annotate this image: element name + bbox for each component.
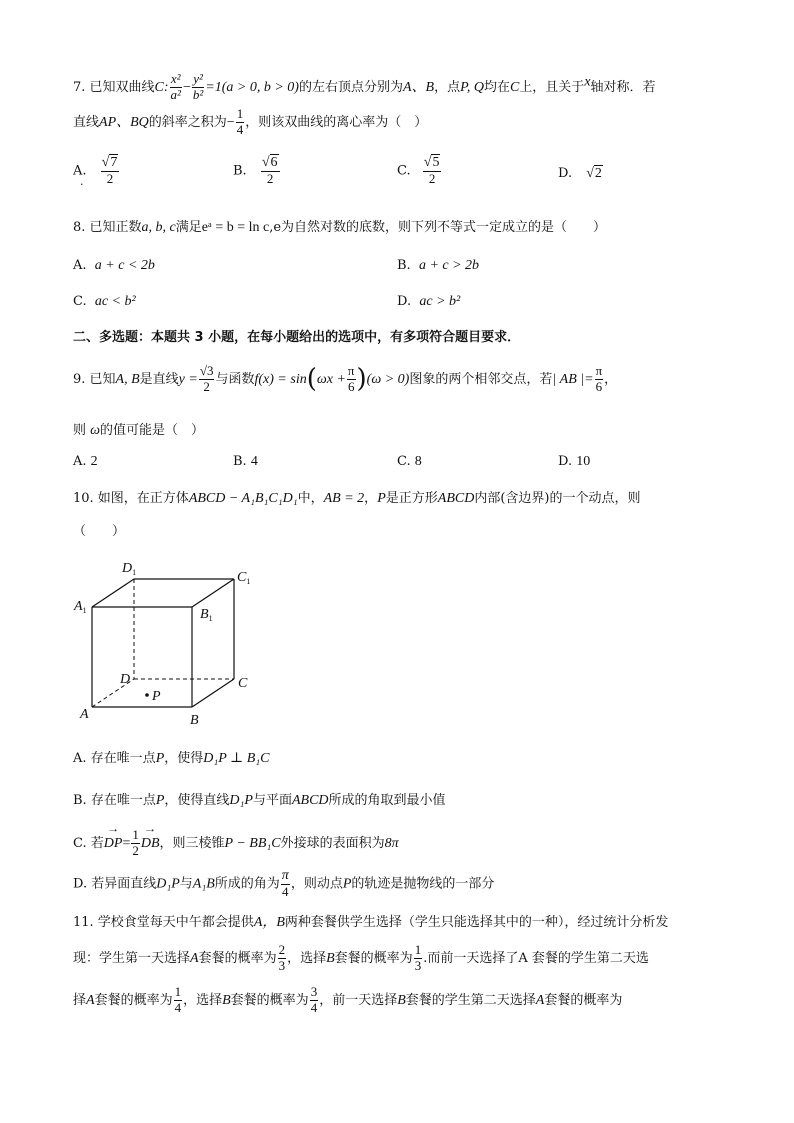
option-label: B. [233,454,247,469]
q9-text: ， [604,371,618,387]
edge-b1c1 [192,579,234,607]
q7-option-b[interactable] [233,155,281,187]
vector-dp: → DP [104,835,123,853]
q11-text: 套餐的概率为 [544,992,623,1008]
label-b1: $B_1$ [200,607,213,623]
option-text: 存在唯一点 [90,793,156,808]
q7-points: P, Q [460,79,484,95]
option-text: 存在唯一点 [90,751,156,766]
paren: ) [356,364,367,394]
section-title: 二、多选题：本题共 3 小题，在每小题给出的选项中，有多项符合题目要求． [73,330,521,345]
option-label: D. [73,876,88,892]
option-pyramid: P − BB₁C [224,835,281,851]
q9-text: 则 [73,423,87,438]
option-plane: ABCD [291,793,329,808]
q11-text: 两种套餐供学生选择（学生只能选择其中的一种），经过统计分析发 [284,915,669,930]
q11-ab: A，B [253,915,285,930]
q9-text: 与函数 [215,371,255,387]
paren: ( [306,364,317,394]
q9-option-a[interactable] [73,453,98,471]
option-text: 所成的角为 [214,876,280,892]
equals: = [122,835,131,851]
q11-a: A [86,992,95,1008]
q11-b: B [397,992,406,1008]
q11-text: ，选择 [287,950,327,966]
q8-option-c[interactable] [73,293,136,311]
q9-text: 的值可能是（ ） [100,423,205,438]
q9-ab: | AB |= [552,371,594,387]
cube-figure [72,556,272,736]
q10-text: 10. 如图，在正方体 [73,491,189,506]
q10-cube: ABCD − A₁B₁C₁D₁ [188,491,298,506]
option-label: B. [397,258,411,273]
option-expr: D₁P [229,793,253,808]
q7-product-sign: − [226,114,235,130]
q9-stem-line2 [73,422,204,440]
label-d: D [120,672,131,687]
option-label: D. [558,166,573,181]
q11-b: B [326,950,335,966]
q9-option-d[interactable] [558,453,590,471]
q11-text: ，选择 [183,992,223,1008]
q11-text: 套餐的学生第二天选择 [405,992,536,1008]
q7-text: ，点 [434,79,461,95]
q7-text: 直线 [73,114,100,130]
pi-over-4-frac: $\frac{\pi}{4}$ [281,868,289,900]
q11-text: ，前一天选择 [319,992,398,1008]
q7-stem-line2 [73,107,427,138]
q8-text: 满足 [175,220,202,235]
q7-lines: AP、BQ [99,114,149,130]
option-area: 8π [384,835,399,851]
q8-stem [73,219,606,237]
q10-square: ABCD [437,491,475,506]
q9-text: 是直线 [139,371,179,387]
option-label: A. [73,751,87,766]
q8-condition: eᵃ = b = ln c [201,220,270,235]
option-label: D. [397,294,412,309]
q9-text: 9. 已知 [73,371,116,387]
q9-omega: ω [90,423,101,438]
option-label: B. [233,163,247,179]
q11-p2-frac: $\frac{1}{3}$ [414,942,422,973]
q10-option-b[interactable] [73,792,446,810]
line-a1b: A₁B [192,876,215,892]
q7-eq-x-frac: $\frac{\text{x²}}{\text{a²}}$ [170,71,181,102]
q11-a: A [190,950,199,966]
vector-db: → DB [141,835,160,853]
q7-product-frac: $\frac{1}{4}$ [236,106,244,137]
q7-text: 轴对称．若 [590,79,656,95]
label-a: A [80,707,89,722]
q11-a: A [535,992,545,1008]
option-label: C. [397,163,411,179]
option-label: A. [73,454,87,469]
option-label: C. [73,294,87,309]
q7-stem-line1 [73,72,656,103]
q11-text: 择 [73,992,87,1008]
q10-stem-line1 [73,490,640,508]
option-text: ，则动点 [290,876,343,892]
q7-text: 上，且关于 [519,79,585,95]
q8-text: 8. 已知正数 [73,220,142,235]
q9-func-cond: (ω > 0) [366,371,410,387]
option-text: ac < b² [94,294,136,309]
q10-edge: AB = 2 [323,491,365,506]
option-text: 所成的角取到最小值 [328,793,446,808]
option-label: B. [73,793,87,808]
q7-text: 均在 [483,79,510,95]
q8-option-d[interactable] [397,293,460,311]
q11-text: 现：学生第一天选择 [73,950,191,966]
q7-option-d-value: √2 [586,166,602,181]
q9-stem-line1 [73,363,617,396]
label-b: B [190,713,199,728]
q7-option-b-value: $\frac{√6}{2}$ [261,155,278,187]
q10-text: ， [364,491,378,506]
option-text: 与 [179,876,193,892]
q9-func: f(x) = sin [254,371,307,387]
q11-p3-frac: $\frac{1}{4}$ [174,984,182,1015]
q7-option-a[interactable] [73,155,120,187]
option-text: ，则三棱锥 [159,835,225,851]
label-a1: $A_1$ [74,599,87,615]
q7-vertices: A、B [402,79,435,95]
q7-text: 的斜率之积为 [148,114,227,130]
q11-line1 [73,914,668,932]
line-d1p: D₁P [156,876,180,892]
q7-eq-y-frac: $\frac{\text{y²}}{\text{b²}}$ [192,71,204,102]
q11-text: .而前一天选择了A 套餐的学生第二天选 [423,950,649,966]
q11-p4-frac: $\frac{3}{4}$ [310,984,318,1015]
q11-line2 [73,943,649,974]
option-text: a + c < 2b [94,258,155,273]
q11-text: 套餐的概率为 [230,992,309,1008]
half-frac: $\frac{1}{2}$ [132,827,139,858]
q9-text: 图象的两个相邻交点，若 [409,371,553,387]
q7-option-c-value: $\frac{√5}{2}$ [423,155,440,187]
q7-text: 7. 已知双曲线 [73,79,155,95]
q8-option-b[interactable] [397,257,479,275]
option-text: ，使得 [164,751,204,766]
q9-func-frac: $\frac{\pi}{6}$ [347,362,355,394]
option-label: A. [73,258,87,273]
q7-curve-name: C: [154,79,169,95]
option-text: 8 [414,454,422,469]
option-text: 外接球的表面积为 [280,835,385,851]
q10-text: 内部(含边界)的一个动点，则 [474,491,641,506]
option-label: C. [73,835,87,851]
q10-option-a[interactable] [73,750,269,768]
option-text: 与平面 [252,793,292,808]
q11-p1-frac: $\frac{2}{3}$ [278,942,286,973]
point-p: P [155,751,165,766]
label-d1: $D_1$ [122,561,137,577]
q9-option-b[interactable] [233,453,258,471]
q8-vars: a, b, c [141,220,176,235]
q9-line-y: y = [178,371,198,387]
q7-option-d[interactable] [558,165,603,183]
q10-text: 中， [297,491,324,506]
q11-text: 套餐的概率为 [334,950,413,966]
option-text: ，使得直线 [164,793,230,808]
q10-stem-line2: （ ） [73,524,126,539]
option-expr: D₁P ⊥ B₁C [203,751,270,766]
option-text: 若异面直线 [91,876,157,892]
q7-option-c[interactable] [397,155,442,187]
option-label: A. [73,163,87,179]
edge-bc [192,679,234,707]
q7-option-a-value: $\frac{√7}{2}$ [101,155,118,187]
q7-eq-tail: =1(a > 0, b > 0) [205,79,299,95]
q8-text: ,e为自然对数的底数，则下列不等式一定成立的是（ ） [269,220,607,235]
q11-b: B [222,992,231,1008]
option-text: 若 [90,835,104,851]
q10-option-d[interactable] [73,868,494,900]
q11-text: 11. 学校食堂每天中午都会提供 [73,915,254,930]
q11-text: 套餐的概率为 [94,992,173,1008]
option-text: 的轨迹是抛物线的一部分 [351,876,495,892]
q7-minus: − [182,79,191,95]
q7-text: ，则该双曲线的离心率为（ ） [245,114,428,130]
q10-point: P [377,491,386,506]
q9-line-frac: $\frac{√3}{2}$ [199,362,214,394]
q9-ab-frac: $\frac{\pi}{6}$ [595,362,603,394]
q8-option-a[interactable] [73,257,155,275]
q7-text: 的左右顶点分别为 [298,79,403,95]
label-p: P [152,689,161,704]
option-label: C. [397,454,411,469]
q7-axis: x [584,74,591,90]
q10-option-c[interactable] [73,828,399,859]
option-label: D. [558,454,573,469]
q11-line3 [73,985,622,1016]
q9-points: A, B [115,371,140,387]
point-p: P [342,876,352,892]
label-c: C [238,676,248,691]
option-text: 10 [576,454,591,469]
stray-dot: . [80,175,84,188]
q9-option-c[interactable] [397,453,422,471]
point-p: P [155,793,165,808]
q7-curve-ref: C [509,79,520,95]
q11-text: 套餐的概率为 [198,950,277,966]
option-text: a + c > 2b [418,258,480,273]
option-text: ac > b² [419,294,461,309]
q9-func-arg: ωx + [316,371,346,387]
label-c1: $C_1$ [237,570,251,586]
option-text: 4 [250,454,258,469]
q10-text: 是正方形 [385,491,438,506]
point-p-dot [145,693,149,697]
edge-a1d1 [92,579,134,607]
option-text: 2 [90,454,98,469]
